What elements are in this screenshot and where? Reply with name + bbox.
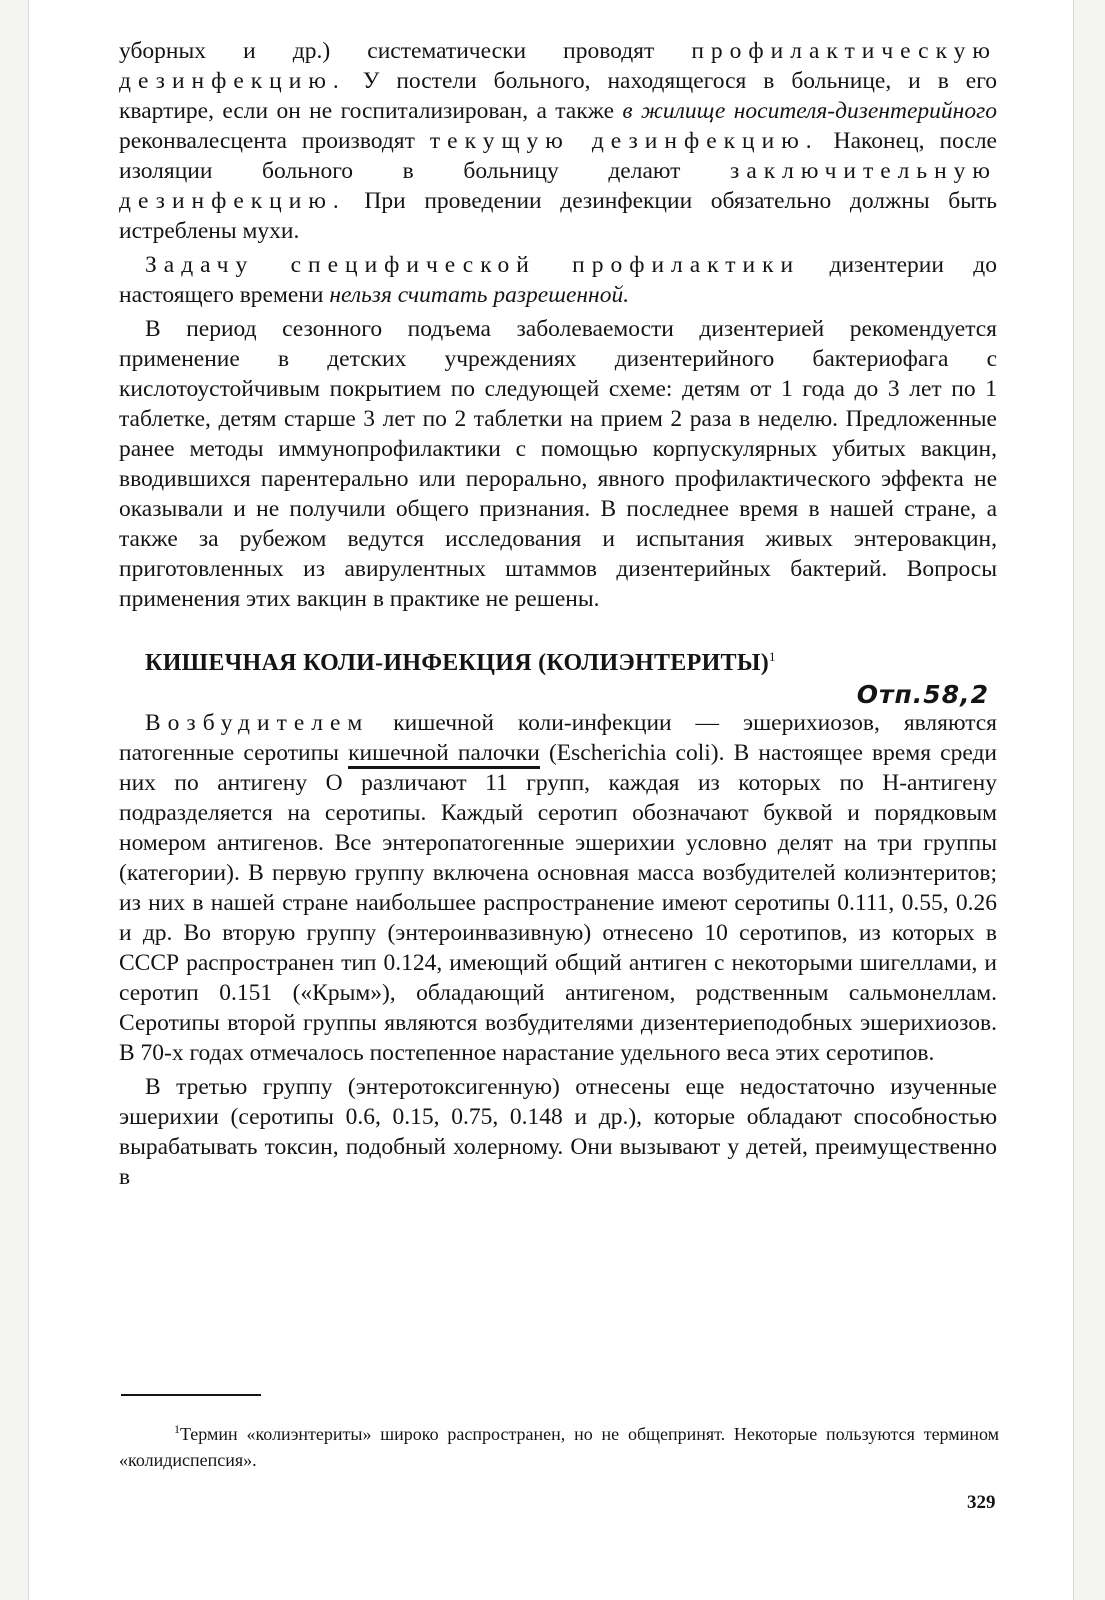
paragraph bbox=[119, 250, 997, 310]
footnote-mark: 1 bbox=[174, 1422, 180, 1436]
book-page bbox=[28, 0, 1074, 1600]
page-body bbox=[119, 36, 997, 1192]
text-run: В период сезонного подъема заболеваемости дизентерией рекомендуется применение в детских учреждениях дизентерийного бактериофага с кислотоустойчивым покрытием по следующей схеме: детям от 1 года до 3 лет по 1 таблетке, детям старше 3 лет по 2 таблетки на прием 2 раза в неделю. Предложенные ранее методы иммунопрофилактики с помощью корпускулярных убитых вакцин, вводившихся парентерально или перорально, явного профилактического эффекта не оказывали и не получили общего признания. В последнее время в нашей стране, а также за рубежом ведутся исследования и испытания живых энтеровакцин, приготовленных из авирулентных штаммов дизентерийных бактерий. Вопросы применения этих вакцин в практике не решены. bbox=[119, 316, 997, 612]
text-block-upper bbox=[119, 36, 997, 614]
page-number: 329 bbox=[967, 1492, 996, 1513]
paragraph bbox=[119, 314, 997, 614]
text-run: уборных и др.) систематически проводят bbox=[119, 38, 692, 64]
footnote bbox=[119, 1416, 999, 1473]
text-run: дизентерии до настоящего времени bbox=[119, 252, 997, 308]
spaced-emphasis: заключительную дезинфекцию. bbox=[119, 158, 997, 214]
spaced-emphasis: Возбудителем bbox=[145, 710, 370, 736]
text-run: кишечной коли-инфекции — эшерихиозов, являются патогенные серотипы bbox=[119, 710, 997, 766]
footnote-divider bbox=[121, 1394, 261, 1396]
italic-emphasis: в жилище носителя-дизентерийного bbox=[622, 98, 997, 124]
text-run: У постели больного, находящегося в больнице, и в его квартире, если он не госпитализирован, а также bbox=[119, 68, 997, 124]
italic-emphasis: нельзя считать разрешенной. bbox=[329, 282, 630, 308]
text-run: При проведении дезинфекции обязательно должны быть истреблены мухи. bbox=[119, 188, 997, 244]
footnote-text: Термин «колиэнтериты» широко распространен, но не общепринят. Некоторые пользуются термином «колидиспепсия». bbox=[119, 1424, 999, 1470]
paragraph bbox=[119, 36, 997, 246]
text-block-lower bbox=[119, 708, 997, 1192]
spaced-emphasis: текущую дезинфекцию. bbox=[429, 128, 819, 154]
paragraph bbox=[119, 1072, 997, 1192]
section-heading-text: КИШЕЧНАЯ КОЛИ-ИНФЕКЦИЯ (КОЛИЭНТЕРИТЫ) bbox=[145, 650, 770, 676]
text-run: В третью группу (энтеротоксигенную) отнесены еще недостаточно изученные эшерихии (серотипы 0.6, 0.15, 0.75, 0.148 и др.), которые обладают способностью вырабатывать токсин, подобный холерному. Они вызывают у детей, преимущественно в bbox=[119, 1074, 997, 1190]
pencil-underline: кишечной палочки bbox=[348, 740, 540, 769]
heading-footnote-mark: 1 bbox=[769, 649, 776, 664]
text-run: реконвалесцента производят bbox=[119, 128, 430, 154]
spaced-emphasis: Задачу специфической профилактики bbox=[145, 252, 801, 278]
text-run: Наконец, после изоляции больного в больницу делают bbox=[119, 128, 997, 184]
text-run: (Escherichia coli). В настоящее время среди них по антигену О различают 11 групп, каждая из которых по Н-антигену подразделяется на серотипы. Каждый серотип обозначают буквой и порядковым номером антигенов. Все энтеропатогенные эшерихии условно делят на три группы (категории). В первую группу включена основная масса возбудителей колиэнтеритов; из них в нашей стране наибольшее распространение имеют серотипы 0.111, 0.55, 0.26 и др. Во вторую группу (энтероинвазивную) отнесено 10 серотипов, из которых в СССР распространен тип 0.124, имеющий общий антиген с некоторыми шигеллами, и серотип 0.151 («Крым»), обладающий антигеном, родственным сальмонеллам. Серотипы второй группы являются возбудителями дизентериеподобных эшерихиозов. В 70-х годах отмечалось постепенное нарастание удельного веса этих серотипов. bbox=[119, 740, 997, 1066]
spaced-emphasis: профилактическую дезинфекцию. bbox=[119, 38, 997, 94]
section-heading bbox=[145, 642, 997, 678]
paragraph bbox=[119, 708, 997, 1068]
handwritten-note: Отп.58,2 bbox=[856, 680, 989, 709]
